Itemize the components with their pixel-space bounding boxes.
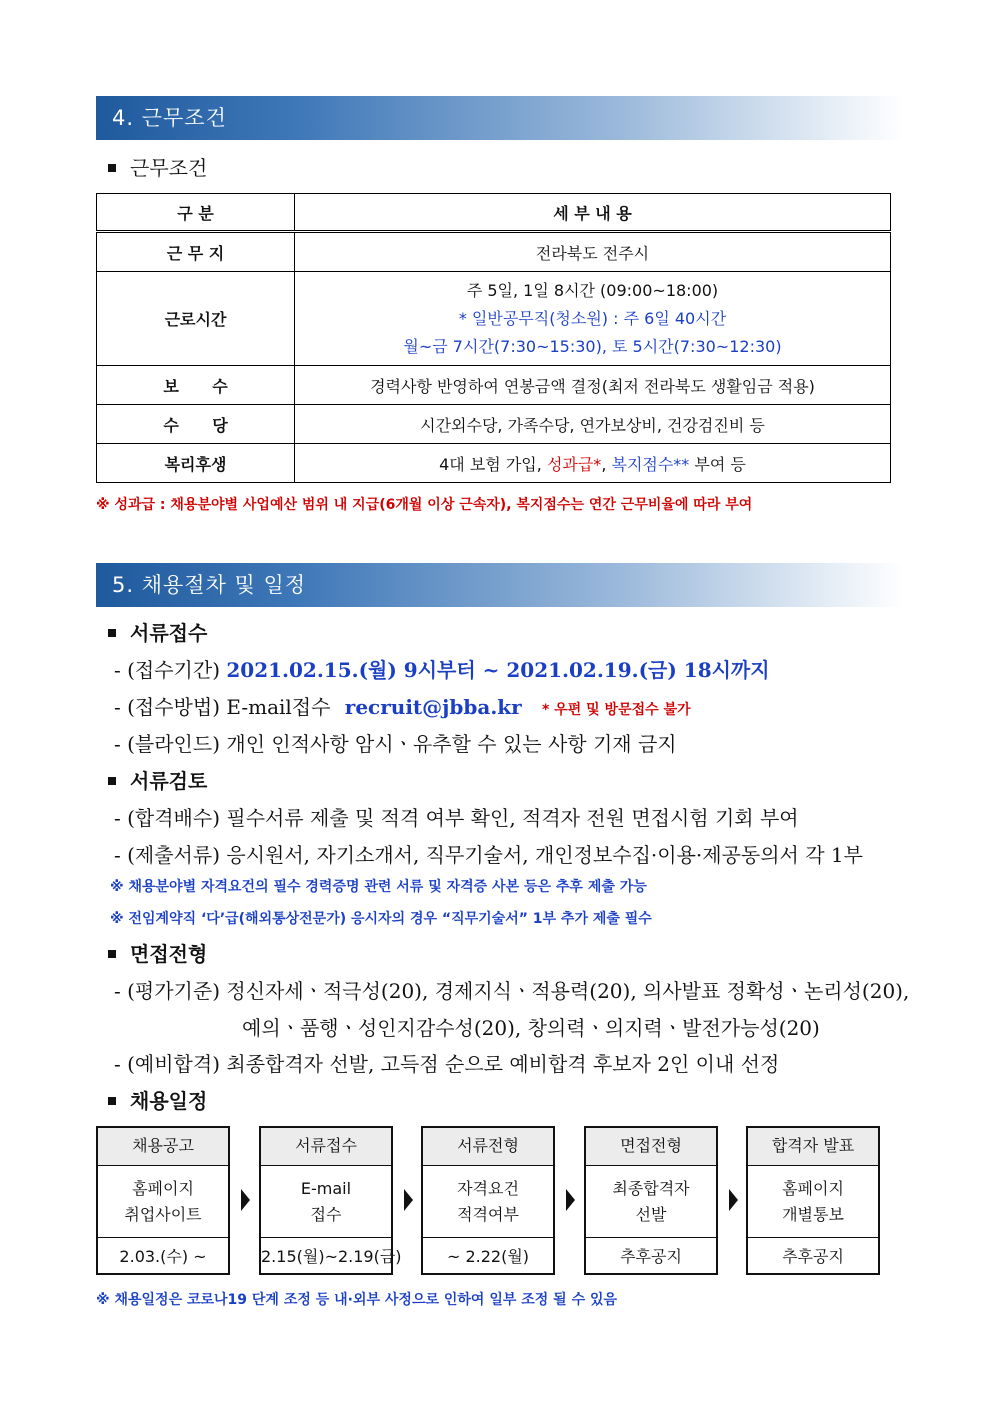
step-body bbox=[98, 1166, 228, 1238]
criteria-label: - (평가기준) bbox=[114, 979, 221, 1003]
bullet-label: 서류검토 bbox=[130, 769, 208, 793]
welfare-suffix: 부여 등 bbox=[689, 454, 746, 474]
step-line-1: 홈페이지 bbox=[782, 1178, 844, 1198]
step-date: 2.03.(수) ~ bbox=[119, 1247, 207, 1266]
schedule-step-receipt bbox=[259, 1126, 402, 1275]
ratio-line bbox=[114, 802, 799, 831]
welfare-prefix: 4대 보험 가입, bbox=[439, 454, 547, 474]
docs-label: - (제출서류) bbox=[114, 843, 221, 867]
docs-line bbox=[114, 839, 863, 868]
hours-line-3: 월~금 7시간(7:30~15:30), 토 5시간(7:30~12:30) bbox=[403, 336, 782, 356]
reserve-text: 최종합격자 선발, 고득점 순으로 예비합격 후보자 2인 이내 선정 bbox=[226, 1052, 780, 1076]
step-body bbox=[586, 1166, 716, 1238]
reserve-line bbox=[114, 1048, 779, 1077]
receipt-period-line bbox=[114, 654, 770, 683]
row-value-welfare bbox=[295, 444, 891, 483]
step-line-1: 최종합격자 bbox=[612, 1178, 690, 1198]
table-row bbox=[97, 444, 891, 483]
table-row bbox=[97, 272, 891, 366]
section-4-title: 4. 근무조건 bbox=[112, 106, 227, 130]
blind-text: 개인 인적사항 암시ㆍ유추할 수 있는 사항 기재 금지 bbox=[226, 732, 677, 756]
step-date: ~ 2.22(월) bbox=[446, 1247, 530, 1266]
bullet-work-conditions bbox=[108, 152, 207, 181]
header-detail: 세 부 내 용 bbox=[295, 194, 891, 232]
row-label-pay: 보 수 bbox=[97, 366, 295, 405]
step-line-2: 선발 bbox=[635, 1204, 667, 1224]
ratio-label: - (합격배수) bbox=[114, 806, 221, 830]
schedule-step-interview bbox=[584, 1126, 718, 1275]
step-line-1: 홈페이지 bbox=[132, 1178, 194, 1198]
bullet-label: 서류접수 bbox=[130, 621, 208, 645]
reserve-label: - (예비합격) bbox=[114, 1052, 221, 1076]
receipt-method-note: * 우편 및 방문접수 불가 bbox=[542, 702, 691, 718]
step-date: 추후공지 bbox=[620, 1247, 682, 1266]
receipt-period-value: 2021.02.15.(월) 9시부터 ~ 2021.02.19.(금) 18시까지 bbox=[226, 658, 770, 682]
receipt-period-label: - (접수기간) bbox=[114, 658, 221, 682]
receipt-method-line bbox=[114, 691, 691, 720]
square-bullet-icon bbox=[108, 1097, 116, 1105]
arrow-right-icon bbox=[241, 1189, 250, 1211]
schedule-step-result bbox=[746, 1126, 880, 1275]
receipt-method-text: E-mail접수 bbox=[226, 695, 331, 719]
bullet-interview bbox=[108, 938, 207, 967]
ratio-text: 필수서류 제출 및 적격 여부 확인, 적격자 전원 면접시험 기회 부여 bbox=[226, 806, 799, 830]
arrow-right-icon bbox=[566, 1189, 575, 1211]
step-title: 서류접수 bbox=[261, 1128, 391, 1166]
row-label-hours: 근로시간 bbox=[97, 272, 295, 366]
step-title: 면접전형 bbox=[586, 1128, 716, 1166]
step-line-2: 개별통보 bbox=[782, 1204, 844, 1224]
hours-line-2: * 일반공무직(청소원) : 주 6일 40시간 bbox=[458, 308, 727, 328]
bullet-doc-receipt bbox=[108, 617, 207, 646]
schedule-step-screening bbox=[421, 1126, 555, 1275]
header-category: 구 분 bbox=[97, 194, 295, 232]
row-value-location: 전라북도 전주시 bbox=[295, 232, 891, 272]
table-row bbox=[97, 232, 891, 272]
step-line-1: 자격요건 bbox=[457, 1178, 519, 1198]
review-note-2: ※ 전임계약직 ‘다’급(해외통상전문가) 응시자의 경우 “직무기술서” 1부 추가 제출 필수 bbox=[110, 911, 652, 927]
step-date: 추후공지 bbox=[782, 1247, 844, 1266]
work-conditions-table bbox=[96, 193, 891, 483]
step-line-2: 적격여부 bbox=[457, 1204, 519, 1224]
criteria-line-1 bbox=[114, 975, 909, 1004]
docs-text: 응시원서, 자기소개서, 직무기술서, 개인정보수집·이용·제공동의서 각 1부 bbox=[226, 843, 863, 867]
step-title: 채용공고 bbox=[98, 1128, 228, 1166]
bullet-label: 채용일정 bbox=[130, 1089, 208, 1113]
square-bullet-icon bbox=[108, 629, 116, 637]
row-value-allowance: 시간외수당, 가족수당, 연가보상비, 건강검진비 등 bbox=[295, 405, 891, 444]
step-title: 합격자 발표 bbox=[748, 1128, 878, 1166]
schedule-note: ※ 채용일정은 코로나19 단계 조정 등 내·외부 사정으로 인하여 일부 조정 될 수 있음 bbox=[96, 1292, 618, 1308]
step-line-2: 취업사이트 bbox=[124, 1204, 202, 1224]
step-line-1: E-mail bbox=[300, 1178, 352, 1198]
welfare-points: 복지점수** bbox=[611, 454, 690, 474]
blind-line bbox=[114, 728, 677, 757]
row-label-location: 근 무 지 bbox=[97, 232, 295, 272]
step-date: 2.15(월)~2.19(금) bbox=[261, 1247, 402, 1266]
step-body bbox=[423, 1166, 553, 1238]
square-bullet-icon bbox=[108, 950, 116, 958]
hours-line-1: 주 5일, 1일 8시간 (09:00~18:00) bbox=[466, 280, 719, 300]
section-4-header bbox=[96, 96, 904, 140]
arrow-right-icon bbox=[404, 1189, 413, 1211]
table-row bbox=[97, 405, 891, 444]
square-bullet-icon bbox=[108, 777, 116, 785]
criteria-text-1: 정신자세ㆍ적극성(20), 경제지식ㆍ적용력(20), 의사발표 정확성ㆍ논리성(20), bbox=[226, 979, 910, 1003]
review-note-1: ※ 채용분야별 자격요건의 필수 경력증명 관련 서류 및 자격증 사본 등은 추후 제출 가능 bbox=[110, 879, 647, 895]
row-label-allowance: 수 당 bbox=[97, 405, 295, 444]
step-title: 서류전형 bbox=[423, 1128, 553, 1166]
criteria-line-2: 예의ㆍ품행ㆍ성인지감수성(20), 창의력ㆍ의지력ㆍ발전가능성(20) bbox=[242, 1016, 820, 1040]
section-5-header bbox=[96, 563, 904, 607]
bullet-label: 근무조건 bbox=[130, 156, 208, 180]
table-row bbox=[97, 366, 891, 405]
bullet-doc-review bbox=[108, 765, 207, 794]
bullet-schedule bbox=[108, 1085, 207, 1114]
step-line-2: 접수 bbox=[310, 1204, 342, 1224]
step-body bbox=[261, 1166, 391, 1238]
schedule-step-announce bbox=[96, 1126, 230, 1275]
table-header-row bbox=[97, 194, 891, 232]
bullet-label: 면접전형 bbox=[130, 942, 208, 966]
receipt-email[interactable]: recruit@jbba.kr bbox=[344, 695, 522, 719]
square-bullet-icon bbox=[108, 164, 116, 172]
receipt-method-label: - (접수방법) bbox=[114, 695, 221, 719]
section-5-title: 5. 채용절차 및 일정 bbox=[112, 573, 307, 597]
welfare-sep: , bbox=[601, 454, 612, 474]
row-value-pay: 경력사항 반영하여 연봉금액 결정(최저 전라북도 생활임금 적용) bbox=[295, 366, 891, 405]
row-label-welfare: 복리후생 bbox=[97, 444, 295, 483]
blind-label: - (블라인드) bbox=[114, 732, 221, 756]
row-value-hours bbox=[295, 272, 891, 366]
arrow-right-icon bbox=[729, 1189, 738, 1211]
step-body bbox=[748, 1166, 878, 1238]
bonus-note: ※ 성과급 : 채용분야별 사업예산 범위 내 지급(6개월 이상 근속자), 복지점수는 연간 근무비율에 따라 부여 bbox=[96, 497, 753, 513]
welfare-bonus: 성과급* bbox=[546, 454, 602, 474]
